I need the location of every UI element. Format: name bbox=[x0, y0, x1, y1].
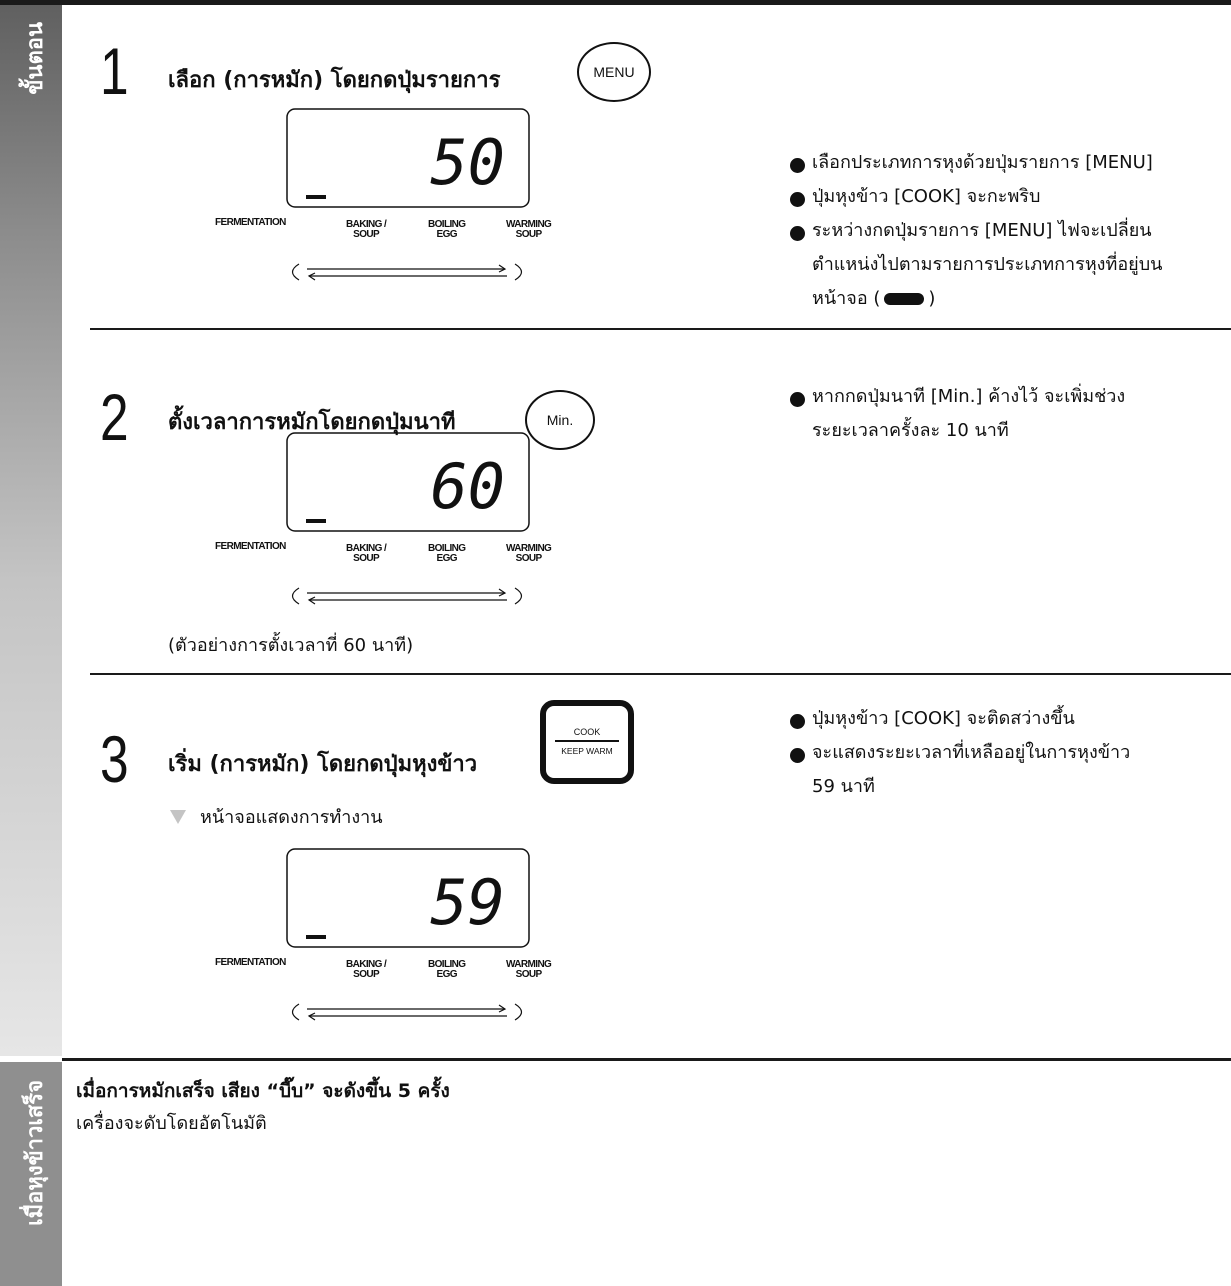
divider-finish bbox=[62, 1058, 1231, 1061]
mode-indicator-bar bbox=[306, 519, 326, 523]
mode-boiling: BOILING EGG bbox=[428, 543, 466, 564]
step-title-1: เลือก (การหมัก) โดยกดปุ่มรายการ bbox=[168, 68, 501, 93]
mode-warming: WARMING SOUP bbox=[506, 959, 552, 980]
sidebar-label-finish: เมื่อหุงข้าวเสร็จ bbox=[23, 1080, 48, 1226]
note-continuation: 59 นาที bbox=[812, 776, 875, 797]
mode-indicator-bar bbox=[306, 195, 326, 199]
step-number-3: 3 bbox=[100, 722, 129, 796]
lcd-display-1 bbox=[215, 108, 565, 316]
lcd-display-2 bbox=[215, 432, 565, 640]
mode-boiling: BOILING EGG bbox=[428, 219, 466, 240]
divider-step2-step3 bbox=[90, 673, 1231, 675]
lcd-value-2: 60 bbox=[430, 450, 505, 523]
note-item: เลือกประเภทการหุงด้วยปุ่มรายการ [MENU] bbox=[790, 146, 1162, 180]
note-item: จะแสดงระยะเวลาที่เหลืออยู่ในการหุงข้าว bbox=[790, 736, 1130, 770]
mode-fermentation: FERMENTATION bbox=[215, 217, 286, 228]
menu-button-icon bbox=[577, 42, 651, 102]
mode-labels-2 bbox=[215, 542, 565, 572]
indicator-bar-icon bbox=[884, 293, 924, 305]
note-item: ปุ่มหุงข้าว [COOK] จะติดสว่างขึ้น bbox=[790, 702, 1130, 736]
mode-baking: BAKING / SOUP bbox=[346, 543, 387, 564]
note-item: ปุ่มหุงข้าว [COOK] จะกะพริบ bbox=[790, 180, 1162, 214]
sidebar-steps bbox=[0, 0, 62, 1056]
step-title-3: เริ่ม (การหมัก) โดยกดปุ่มหุงข้าว bbox=[168, 752, 478, 777]
mode-fermentation: FERMENTATION bbox=[215, 541, 286, 552]
divider-step1-step2 bbox=[90, 328, 1231, 330]
mode-warming: WARMING SOUP bbox=[506, 543, 552, 564]
finish-title: เมื่อการหมักเสร็จ เสียง “บี๊บ” จะดังขึ้น 5 ครั้ง bbox=[76, 1080, 450, 1102]
mode-labels-1 bbox=[215, 218, 565, 248]
keep-warm-label: KEEP WARM bbox=[561, 746, 613, 756]
note-item: ระหว่างกดปุ่มรายการ [MENU] ไฟจะเปลี่ยน bbox=[790, 214, 1162, 248]
step-title-2: ตั้งเวลาการหมักโดยกดปุ่มนาที bbox=[168, 410, 456, 435]
step-number-1: 1 bbox=[100, 34, 129, 108]
finish-text: เครื่องจะดับโดยอัตโนมัติ bbox=[76, 1113, 267, 1134]
step1-notes bbox=[790, 146, 1162, 316]
lcd-display-3 bbox=[215, 848, 565, 1056]
mode-boiling: BOILING EGG bbox=[428, 959, 466, 980]
lcd-frame-2 bbox=[215, 432, 565, 640]
cook-button-icon bbox=[540, 700, 634, 784]
step-number-2: 2 bbox=[100, 380, 129, 454]
note-item: หากกดปุ่มนาที [Min.] ค้างไว้ จะเพิ่มช่วง bbox=[790, 380, 1125, 414]
mode-baking: BAKING / SOUP bbox=[346, 959, 387, 980]
cook-button-label: COOK bbox=[573, 727, 601, 737]
lcd-value-3: 59 bbox=[430, 866, 505, 939]
note-continuation: ระยะเวลาครั้งละ 10 นาที bbox=[812, 420, 1009, 441]
cook-button-divider bbox=[555, 740, 619, 742]
down-triangle-icon bbox=[170, 810, 186, 824]
lcd-frame-1 bbox=[215, 108, 565, 316]
sidebar-label-steps: ขั้นตอน bbox=[23, 22, 48, 95]
step2-caption: (ตัวอย่างการตั้งเวลาที่ 60 นาที) bbox=[168, 635, 414, 656]
lcd-frame-3 bbox=[215, 848, 565, 1056]
step3-subnote: หน้าจอแสดงการทำงาน bbox=[200, 807, 383, 828]
sidebar-finish bbox=[0, 1062, 62, 1286]
lcd-value-1: 50 bbox=[430, 126, 505, 199]
mode-indicator-bar bbox=[306, 935, 326, 939]
step2-notes bbox=[790, 380, 1125, 448]
menu-button-label: MENU bbox=[593, 64, 635, 80]
min-button-label: Min. bbox=[546, 412, 574, 428]
step3-notes bbox=[790, 702, 1130, 804]
note-continuation: ตำแหน่งไปตามรายการประเภทการหุงที่อยู่บน bbox=[812, 254, 1163, 275]
mode-warming: WARMING SOUP bbox=[506, 219, 552, 240]
mode-baking: BAKING / SOUP bbox=[346, 219, 387, 240]
top-rule bbox=[0, 0, 1231, 5]
mode-labels-3 bbox=[215, 958, 565, 988]
mode-fermentation: FERMENTATION bbox=[215, 957, 286, 968]
note-continuation-icon: หน้าจอ ( ) bbox=[812, 288, 936, 309]
